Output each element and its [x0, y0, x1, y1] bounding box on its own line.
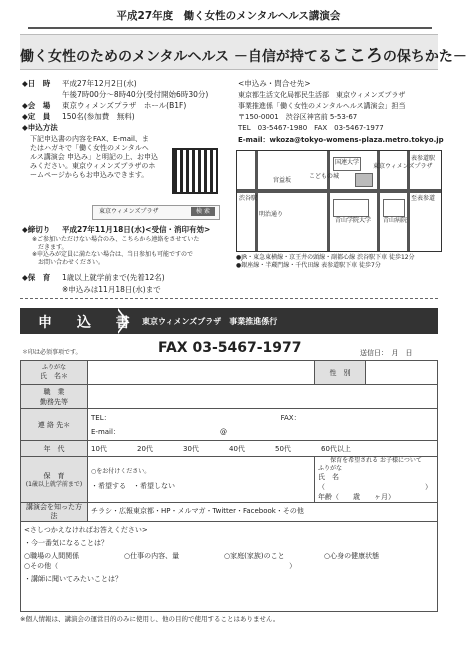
survey-option[interactable]: ○家庭(家族)のこと [224, 551, 285, 560]
map-label: 青山学院大学 [335, 217, 372, 224]
contact-label: 連 絡 先＊ [21, 409, 88, 441]
childcare-options[interactable]: ○をお付けください。 ・希望する ・希望しない [88, 457, 315, 503]
childcare-note: ※申込みは11月18日(水)まで [62, 285, 161, 294]
childcare-yes[interactable]: ・希望する [91, 482, 126, 491]
gender-field[interactable] [366, 361, 438, 385]
childcare-no[interactable]: ・希望しない [133, 482, 175, 491]
required-note: ＊印は必須事項です。 [22, 349, 82, 356]
name-field[interactable] [88, 361, 315, 385]
map-label: 国連大学 [335, 159, 360, 166]
age-option[interactable]: 40代 [229, 444, 245, 453]
gender-label: 性 別 [315, 361, 366, 385]
survey-field[interactable] [21, 521, 438, 611]
header-title: 平成27年度 働く女性のメンタルヘルス講演会 [116, 10, 341, 22]
date-value: 平成27年12月2日(水) [62, 79, 137, 88]
childcare-form-label: 保 育 (1歳以上就学前まで) [21, 457, 88, 503]
age-option[interactable]: 60代以上 [321, 444, 351, 453]
survey-option[interactable]: ○心身の健康状態 [324, 551, 380, 560]
header-divider [28, 27, 432, 29]
date-label: ◆日 時 [22, 79, 51, 88]
map-building [383, 199, 405, 217]
search-button[interactable]: 検 索 [191, 207, 215, 216]
contact-email: E-mail：wkoza@tokyo-womens-plaza.metro.tokyo.jp [238, 136, 444, 144]
map-label: 宮益坂 [273, 177, 292, 184]
map-label: 渋谷駅 [239, 195, 258, 202]
map-label: 表参道駅 [411, 155, 436, 162]
qr-code [172, 148, 218, 194]
name-label: ふりがな 氏 名＊ [21, 361, 88, 385]
method-label: ◆申込方法 [22, 123, 58, 132]
deadline-label: ◆締切り [22, 225, 51, 234]
job-field[interactable] [88, 385, 438, 409]
venue-value: 東京ウィメンズプラザ ホール(B1F) [62, 101, 187, 110]
at-sign: @ [219, 427, 227, 436]
age-option[interactable]: 10代 [91, 444, 107, 453]
apply-subtitle: 東京ウィメンズプラザ 事業推進係行 [142, 317, 278, 326]
map-building [333, 199, 369, 217]
source-options[interactable]: チラシ・広報東京都・HP・メルマガ・Twitter・Facebook・その他 [88, 503, 438, 522]
map-label: 東京ウィメンズプラザ [373, 163, 433, 170]
fax-number: FAX 03-5467-1977 [158, 340, 302, 356]
contact-lines: 東京都生活文化局都民生活部 東京ウィメンズプラザ 事業推進係「働く女性のメンタルヘルス講演会」担当 〒150-0001 渋谷区神宮前 5-53-67 TEL 03-5467-1980 FAX 03-5467-1977 [238, 91, 406, 132]
contact-field[interactable] [88, 409, 438, 441]
tel-label: TEL： [91, 413, 111, 422]
method-text: 下記申込書の内容をFAX、E-mail、ま たはハガキで「働く女性のメンタルヘ ルス講演会 申込み」と明記の上、お申込 みください。東京ウィメンズプラザのホ ームページからもお申込みできます。 [30, 135, 159, 180]
age-label: 年 代 [21, 441, 88, 457]
map-road [237, 189, 441, 193]
contact-heading: <申込み・問合せ先> [238, 79, 311, 88]
time-value: 午後7時00分～8時40分(受付開始6時30分) [62, 90, 209, 99]
email-label: E-mail： [91, 427, 120, 436]
venue-label: ◆会 場 [22, 101, 51, 110]
age-options[interactable] [88, 441, 438, 457]
cut-line [20, 298, 438, 299]
survey-question-2: ・講師に聞いてみたいことは？ [24, 574, 122, 583]
map-building-plaza [355, 173, 373, 187]
job-label: 職 業 勤務先等 [21, 385, 88, 409]
capacity-value: 150名(参加費 無料) [62, 112, 135, 121]
map-label: 青山病院 [383, 217, 408, 224]
map-label: こどもの城 [309, 173, 340, 180]
header [0, 0, 457, 28]
deadline-notes: ※ご参加いただけない場合のみ、こちらから連絡をさせていた だきます。 ※申込みが定員に満たない場合は、当日参加も可能ですので お問い合わせください。 [32, 236, 200, 266]
age-option[interactable]: 50代 [275, 444, 291, 453]
sent-date[interactable]: 送信日： 月 日 [360, 349, 413, 357]
application-form [20, 360, 438, 612]
childcare-value: 1歳以上就学前まで(先着12名) [62, 273, 165, 282]
access-map [236, 150, 442, 252]
childcare-label: ◆保 育 [22, 273, 51, 282]
footer-note: ※個人情報は、講演会の運営目的のみに使用し、他の目的で使用することはありません。 [20, 615, 280, 623]
access-text: ●JR・東急東横線・京王井の頭線・副都心線 渋谷駅下車 徒歩12分 ●銀座線・半蔵門線・千代田線 表参道駅下車 徒歩7分 [236, 254, 415, 269]
survey-option-other[interactable]: ○その他（ ） [24, 561, 297, 570]
fax-label: FAX： [280, 413, 301, 422]
apply-title: 申 込 書 [38, 315, 140, 331]
age-option[interactable]: 20代 [137, 444, 153, 453]
child-info-field[interactable]: 保育を希望される お子様について ふりがな 氏 名（ ）年齢（ 歳 ヶ月） [315, 457, 438, 503]
map-label: 至表参道 [411, 195, 436, 202]
map-road [327, 151, 330, 251]
main-title: 働く女性のためのメンタルヘルス －自信が持てるこころの保ちかた－ [20, 46, 467, 66]
survey-question-1: ・今一番気になることは？ [24, 538, 108, 547]
survey-option[interactable]: ○職場の人間関係 [24, 551, 80, 560]
main-title-bar [20, 34, 467, 70]
search-text: 東京ウィメンズプラザ [99, 208, 159, 215]
age-option[interactable]: 30代 [183, 444, 199, 453]
source-label: 講演会を知った方法 [21, 503, 88, 522]
deadline-value: 平成27年11月18日(水)<受信・消印有効> [62, 225, 211, 234]
survey-option[interactable]: ○仕事の内容、量 [124, 551, 180, 560]
search-box[interactable] [92, 205, 220, 220]
survey-heading: <さしつかえなければお答えください> [24, 525, 148, 534]
capacity-label: ◆定 員 [22, 112, 51, 121]
map-label: 明治通り [259, 211, 284, 218]
